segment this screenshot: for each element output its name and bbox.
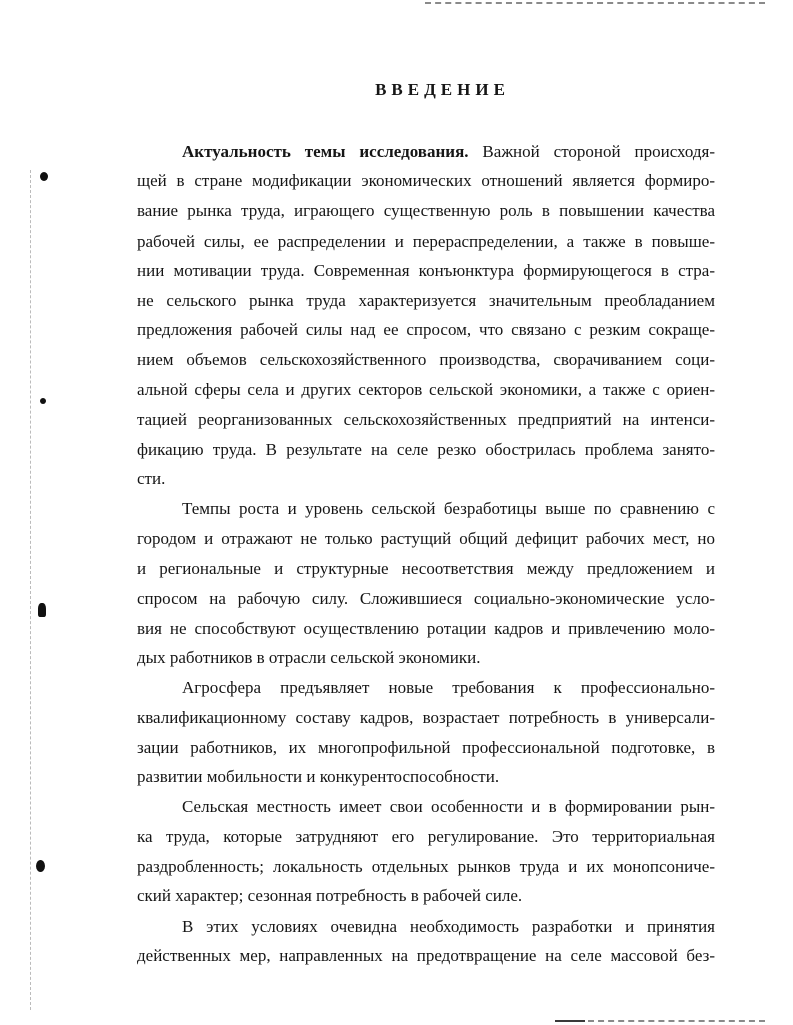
text-line: рабочей силы, ее распределении и перераспределении, а также в повыше- bbox=[137, 232, 715, 251]
text-line: зации работников, их многопрофильной профессиональной подготовке, в bbox=[137, 738, 715, 757]
text-line: ский характер; сезонная потребность в рабочей силе. bbox=[137, 886, 523, 905]
text-line: нием объемов сельскохозяйственного производства, сворачиванием соци- bbox=[137, 350, 715, 369]
text-line: городом и отражают не только растущий общий дефицит рабочих мест, но bbox=[137, 529, 715, 548]
text-line: тацией реорганизованных сельскохозяйственных предприятий на интенси- bbox=[137, 410, 715, 429]
page-title: ВВЕДЕНИЕ bbox=[375, 80, 510, 99]
scan-speck bbox=[36, 860, 45, 872]
text-line: дых работников в отрасли сельской экономики. bbox=[137, 648, 481, 667]
text-line: и региональные и структурные несоответствия между предложением и bbox=[137, 559, 715, 578]
text-line: щей в стране модификации экономических отношений является формиро- bbox=[137, 171, 715, 190]
text-line: вание рынка труда, играющего существенную роль в повышении качества bbox=[137, 201, 715, 220]
text-line: сти. bbox=[137, 469, 166, 488]
text-line: фикацию труда. В результате на селе резко обострилась проблема занято- bbox=[137, 440, 715, 459]
text-line: Темпы роста и уровень сельской безработицы выше по сравнению с bbox=[182, 499, 715, 518]
text-line: ка труда, которые затрудняют его регулирование. Это территориальная bbox=[137, 827, 715, 846]
text-line: действенных мер, направленных на предотвращение на селе массовой без- bbox=[137, 946, 715, 965]
scan-speck bbox=[40, 172, 48, 181]
scan-artifact-margin-dashes bbox=[30, 170, 31, 1010]
text-line: Агросфера предъявляет новые требования к профессионально- bbox=[182, 678, 715, 697]
scan-artifact-bottom-dashes bbox=[588, 1020, 765, 1022]
text-line: не сельского рынка труда характеризуется значительным преобладанием bbox=[137, 291, 715, 310]
text-line: альной сферы села и других секторов сельской экономики, а также с ориен- bbox=[137, 380, 715, 399]
scan-artifact-bottom-bar bbox=[555, 1020, 585, 1022]
text-line: вия не способствуют осуществлению ротации кадров и привлечению моло- bbox=[137, 619, 715, 638]
text-line: раздробленность; локальность отдельных рынков труда и их монопсониче- bbox=[137, 857, 715, 876]
scan-speck bbox=[40, 398, 46, 404]
text-line: Сельская местность имеет свои особенности и в формировании рын- bbox=[182, 797, 715, 816]
text-line: нии мотивации труда. Современная конъюнктура формирующегося в стра- bbox=[137, 261, 715, 280]
text-line: В этих условиях очевидна необходимость разработки и принятия bbox=[182, 917, 715, 936]
scan-artifact-top-dashes bbox=[425, 2, 765, 4]
text-line: предложения рабочей силы над ее спросом, что связано с резким сокраще- bbox=[137, 320, 715, 339]
text-line: Актуальность темы исследования. Важной стороной происходя- bbox=[182, 142, 716, 161]
text-line: спросом на рабочую силу. Сложившиеся социально-экономические усло- bbox=[137, 589, 715, 608]
bold-lead: Актуальность темы исследования. bbox=[182, 142, 469, 161]
text-line: квалификационному составу кадров, возрастает потребность в универсали- bbox=[137, 708, 715, 727]
text-line: развитии мобильности и конкурентоспособности. bbox=[137, 767, 500, 786]
scan-speck bbox=[38, 603, 46, 617]
